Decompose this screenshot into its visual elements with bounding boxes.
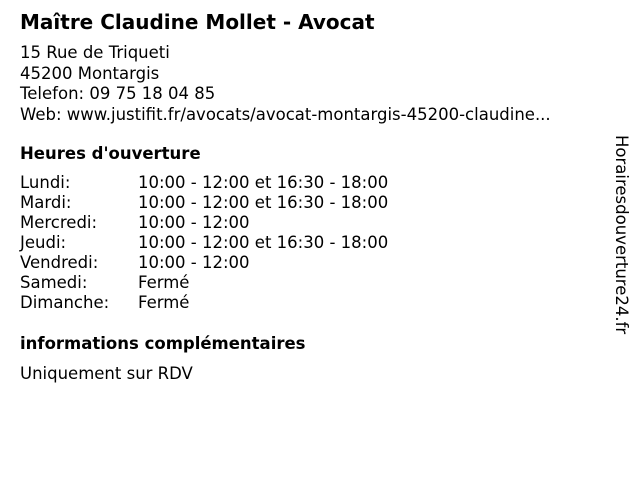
city-postcode: 45200 Montargis: [20, 63, 160, 83]
page-title: Maître Claudine Mollet - Avocat: [20, 10, 375, 34]
day-label: Vendredi:: [20, 253, 99, 272]
hours-row-tuesday: [20, 193, 440, 213]
time-value: 10:00 - 12:00: [138, 213, 250, 232]
time-value: 10:00 - 12:00: [138, 253, 250, 272]
day-label: Jeudi:: [20, 233, 67, 252]
website-link[interactable]: Web: www.justifit.fr/avocats/avocat-montargis-45200-claudine...: [20, 104, 551, 124]
hours-row-thursday: [20, 233, 440, 253]
day-label: Mercredi:: [20, 213, 98, 232]
time-value: 10:00 - 12:00 et 16:30 - 18:00: [138, 173, 389, 192]
contact-block: [20, 43, 551, 125]
hours-row-saturday: [20, 273, 440, 293]
day-label: Lundi:: [20, 173, 71, 192]
day-label: Dimanche:: [20, 293, 110, 312]
hours-row-monday: [20, 173, 440, 193]
watermark-text: Horairesdouverture24.fr: [612, 135, 631, 335]
street-address: 15 Rue de Triqueti: [20, 43, 170, 62]
day-label: Mardi:: [20, 193, 72, 212]
time-value: 10:00 - 12:00 et 16:30 - 18:00: [138, 233, 389, 252]
day-label: Samedi:: [20, 273, 88, 292]
additional-info-text: Uniquement sur RDV: [20, 364, 193, 383]
opening-hours-heading: Heures d'ouverture: [20, 144, 201, 163]
phone-number: Telefon: 09 75 18 04 85: [20, 84, 216, 103]
hours-row-wednesday: [20, 213, 440, 233]
time-value: 10:00 - 12:00 et 16:30 - 18:00: [138, 193, 389, 212]
additional-info-heading: informations complémentaires: [20, 334, 306, 353]
time-value: Fermé: [138, 293, 190, 312]
hours-row-sunday: [20, 293, 440, 313]
time-value: Fermé: [138, 273, 190, 292]
opening-hours-table: [20, 173, 440, 313]
hours-row-friday: [20, 253, 440, 273]
